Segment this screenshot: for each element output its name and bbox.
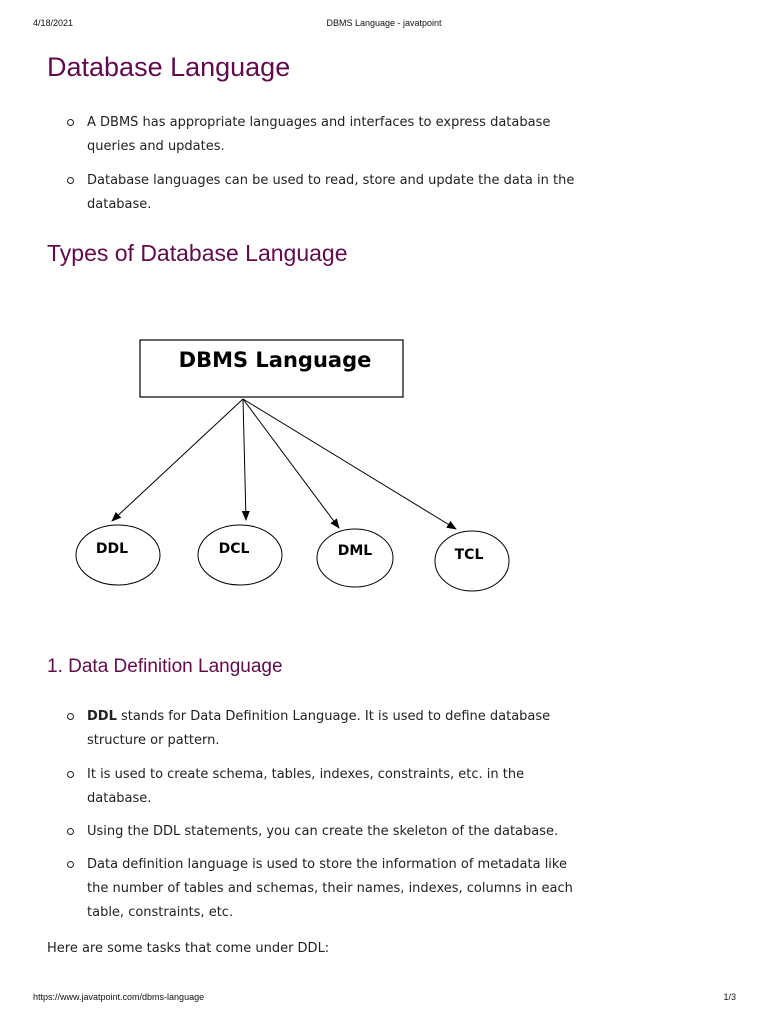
intro-list <box>67 111 587 217</box>
types-heading: Types of Database Language <box>47 240 348 266</box>
arrow-dcl <box>243 399 246 520</box>
list-item: Database languages can be used to read, store and update the data in the database. <box>67 169 587 217</box>
ddl-tasks-intro: Here are some tasks that come under DDL: <box>47 941 330 956</box>
node-label-ddl: DDL <box>95 541 129 557</box>
node-label-dml: DML <box>337 543 373 559</box>
arrow-dml <box>243 399 339 528</box>
print-date: 4/18/2021 <box>33 18 74 28</box>
arrow-ddl <box>112 399 243 521</box>
list-item: It is used to create schema, tables, indexes, constraints, etc. in the database. <box>67 763 587 811</box>
node-label-dcl: DCL <box>218 541 250 557</box>
ddl-heading: 1. Data Definition Language <box>47 656 283 677</box>
arrow-tcl <box>243 399 456 529</box>
node-label-tcl: TCL <box>454 547 484 563</box>
page-title: Database Language <box>47 52 291 82</box>
ddl-list <box>67 705 587 925</box>
root-label: DBMS Language <box>178 348 372 372</box>
print-title: DBMS Language - javatpoint <box>326 18 442 28</box>
list-item: Data definition language is used to store the information of metadata like the number of tables and schemas, their names, indexes, columns in each table, constraints, etc. <box>67 853 587 925</box>
list-item: A DBMS has appropriate languages and interfaces to express database queries and updates. <box>67 111 587 159</box>
ddl-term: DDL <box>87 709 117 724</box>
page-url: https://www.javatpoint.com/dbms-language <box>33 992 205 1002</box>
page-number: 1/3 <box>723 992 736 1002</box>
ddl-definition: stands for Data Definition Language. It is used to define database structure or pattern. <box>87 709 551 748</box>
dbms-language-diagram <box>0 300 768 610</box>
list-item <box>67 705 587 753</box>
list-item: Using the DDL statements, you can create the skeleton of the database. <box>67 820 587 844</box>
